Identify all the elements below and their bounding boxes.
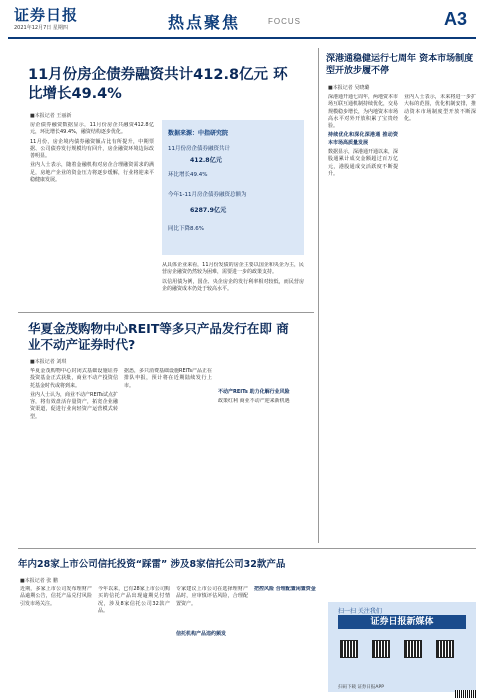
article1-headline[interactable]: 11月份房企债券融资共计412.8亿元 环比增长49.4%: [28, 67, 288, 102]
ad-title[interactable]: 证券日报新媒体: [338, 615, 466, 629]
article3-paragraph: 数据显示，深港通开通以来，深股通累计成交金额超过百万亿元，港股通成交活跃度不断提升。: [328, 149, 398, 177]
infobox-value: 6287.9亿元: [190, 207, 227, 214]
article2-byline: ■本报记者 刘琪: [30, 359, 67, 365]
article4-paragraph: 专家建议上市公司在选择理财产品时，应审慎评估风险，合理配置资产。: [176, 586, 248, 607]
article2-paragraph: 华夏金茂购物中心封闭式基础设施证券投资基金正式获批，商业不动产投资信托基金时代或将到来。: [30, 368, 118, 389]
article1-column1: [30, 122, 154, 307]
qr-code-icon[interactable]: [372, 640, 390, 658]
article4-column1: [20, 586, 92, 694]
section-title-en: FOCUS: [268, 17, 301, 26]
column-divider: [318, 48, 319, 543]
article4-paragraph: 近期，多家上市公司发布理财产品逾期公告，信托产品兑付风险引发市场关注。: [20, 586, 92, 607]
article1-paragraph: 以信用债为例，国企、央企房企的发行利率相对较低，而民营房企的融资成本仍处于较高水平。: [162, 278, 304, 292]
ad-footer: 扫码下载 证券日报APP: [338, 685, 384, 690]
article4-paragraph: 今年以来，已有28家上市公司购买的信托产品出现逾期兑付情况，涉及8家信托公司32款产品。: [98, 586, 170, 614]
article3-headline[interactable]: 深港通稳健运行七周年 资本市场制度型开放步履不停: [326, 54, 474, 76]
article3-paragraph: 业内人士表示，未来将进一步扩大标的范围，优化机制安排，推动资本市场制度型开放不断深化。: [404, 94, 476, 122]
article1-paragraph: 业内人士表示，随着金融机构对房企合理融资需求的满足，房地产企业的资金压力将逐步缓解，行业将迎来平稳健康发展。: [30, 162, 154, 184]
article4-headline[interactable]: 年内28家上市公司信托投资“踩雷” 涉及8家信托公司32款产品: [18, 559, 286, 570]
article2-paragraph: 据悉，多只消费基础设施REITs产品正在排队申报，预计将在近期陆续发行上市。: [124, 368, 212, 389]
article3-byline: ■本报记者 吴晓璐: [328, 85, 370, 91]
infobox-line: 同比下降8.6%: [168, 226, 204, 232]
article1-column2: [162, 262, 304, 308]
barcode-icon: [455, 690, 477, 698]
article4-byline: ■本报记者 张 鹏: [20, 578, 58, 584]
qr-code-icon[interactable]: [340, 640, 358, 658]
newspaper-logo: 证券日报: [14, 6, 79, 24]
article4-subhead2: 把控风险 合理配置闲置资金: [254, 586, 316, 592]
issue-date: 2021年12月7日 星期四: [14, 25, 68, 31]
article3-paragraph: 深港通开通七周年，两地资本市场互联互通机制持续优化，交易规模稳步增长，为内地资本市场高水平对外开放积累了宝贵经验。: [328, 94, 398, 130]
infobox-value: 412.8亿元: [190, 157, 222, 164]
ad-tagline: 扫一扫 关注我们: [338, 608, 382, 615]
article4-column4: [254, 586, 322, 694]
section-divider: [18, 312, 314, 313]
article1-paragraph: 11月份，房企境内债券融资额占比有所提升，中期票据、公司债券发行规模均有回升，房企融资环境边际改善明显。: [30, 138, 154, 160]
article3-column2: [404, 94, 476, 539]
article4-column2: [98, 586, 170, 694]
article3-subhead: 持续优化和深化深港通 推动资本市场高质量发展: [328, 132, 398, 146]
masthead-rule: [8, 37, 476, 39]
section-divider: [18, 548, 476, 549]
article1-paragraph: 房企债券融资数据显示，11月份房企共融资412.8亿元，环比增长49.4%，融资结构逐步优化。: [30, 122, 154, 136]
infobox-line: 11月份房企债券融资共计: [168, 146, 230, 152]
qr-code-icon[interactable]: [436, 640, 454, 658]
article2-headline[interactable]: 华夏金茂购物中心REIT等多只产品发行在即 商业不动产证券时代?: [28, 321, 289, 352]
section-title: 热点聚焦: [168, 13, 241, 32]
infobox-line: 环比增长49.4%: [168, 172, 208, 178]
data-infobox: [162, 120, 304, 255]
infobox-line: 今年1-11月房企债券融资总额为: [168, 192, 247, 198]
article1-paragraph: 从具体企业来看，11月份发债的房企主要以国企和央企为主，民营房企融资仍然较为困难，需要进一步的政策支持。: [162, 262, 304, 276]
qr-code-icon[interactable]: [404, 640, 422, 658]
article3-column1: [328, 94, 398, 539]
article2-subhead2: 政策红利 商业不动产迎来新机遇: [218, 398, 290, 404]
infobox-title: 数据来源：中指研究院: [168, 130, 229, 137]
article2-column2: [124, 368, 212, 543]
page-number: A3: [444, 9, 468, 29]
article2-column3: [218, 398, 310, 543]
article1-byline: ■本报记者 王丽新: [30, 113, 72, 119]
article2-paragraph: 业内人士认为，商业不动产REITs试点扩容，将有效盘活存量资产，拓宽企业融资渠道，促进行业向轻资产运营模式转型。: [30, 391, 118, 420]
article4-column3: [176, 586, 248, 628]
article2-column1: [30, 368, 118, 543]
article2-subhead: 不动产REITs 助力化解行业风险: [218, 389, 290, 395]
article4-subhead: 信托机构产品违约频发: [176, 631, 227, 637]
